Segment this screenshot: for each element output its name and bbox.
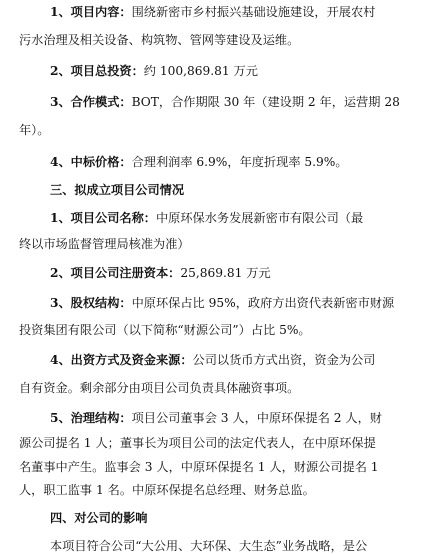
funding-source-line-cont: 自有资金。剩余部分由项目公司负责具体融资事项。 — [19, 381, 300, 395]
project-content-line — [50, 4, 422, 20]
equity-structure-line-cont: 投资集团有限公司（以下简称“财源公司”）占比 5%。 — [19, 323, 311, 337]
governance-line-2: 源公司提名 1 人；董事长为项目公司的法定代表人，在中原环保提 — [19, 436, 376, 450]
impact-line: 本项目符合公司“大公用、大环保、大生态”业务战略，是公 — [50, 539, 368, 553]
governance-line-3: 名董事中产生。监事会 3 人，中原环保提名 1 人，财源公司提名 1 — [19, 460, 379, 474]
cooperation-mode-text: BOT，合作期限 30 年（建设期 2 年，运营期 28 — [131, 95, 400, 109]
project-content-line-cont: 污水治理及相关设备、构筑物、管网等建设及运维。 — [19, 33, 300, 47]
cooperation-mode-line-cont: 年）。 — [19, 123, 50, 137]
governance-line — [50, 410, 422, 426]
bid-price-text: 合理利润率 6.9%，年度折现率 5.9%。 — [131, 155, 348, 169]
equity-structure-label: 3、股权结构： — [50, 296, 132, 310]
company-name-line — [50, 210, 422, 226]
funding-source-label: 4、出资方式及资金来源： — [50, 353, 193, 367]
registered-capital-line — [50, 265, 422, 281]
registered-capital-label: 2、项目公司注册资本： — [50, 266, 181, 280]
cooperation-mode-line — [50, 94, 422, 110]
bid-price-line — [50, 154, 422, 170]
company-name-line-cont: 终以市场监督管理局核准为准） — [19, 237, 190, 251]
funding-source-text: 公司以货币方式出资，资金为公司 — [192, 353, 376, 367]
project-content-text: 围绕新密市乡村振兴基础设施建设，开展农村 — [131, 5, 376, 19]
bid-price-label: 4、中标价格： — [50, 155, 132, 169]
total-investment-line — [50, 63, 422, 79]
company-name-text: 中原环保水务发展新密市有限公司（最 — [155, 211, 364, 225]
company-name-label: 1、项目公司名称： — [50, 211, 156, 225]
equity-structure-line — [50, 295, 422, 311]
total-investment-text: 约 100,869.81 万元 — [143, 64, 258, 78]
section3-heading: 三、拟成立项目公司情况 — [50, 183, 185, 197]
governance-line-4: 人，职工监事 1 名。中原环保提名总经理、财务总监。 — [19, 483, 315, 497]
registered-capital-text: 25,869.81 万元 — [180, 266, 271, 280]
governance-text: 项目公司董事会 3 人，中原环保提名 2 人，财 — [131, 411, 382, 425]
project-content-label: 1、项目内容： — [50, 5, 132, 19]
section4-heading: 四、对公司的影响 — [50, 511, 148, 525]
equity-structure-text: 中原环保占比 95%，政府方出资代表新密市财源 — [131, 296, 395, 310]
governance-label: 5、治理结构： — [50, 411, 132, 425]
funding-source-line — [50, 352, 422, 368]
total-investment-label: 2、项目总投资： — [50, 64, 144, 78]
cooperation-mode-label: 3、合作模式： — [50, 95, 132, 109]
